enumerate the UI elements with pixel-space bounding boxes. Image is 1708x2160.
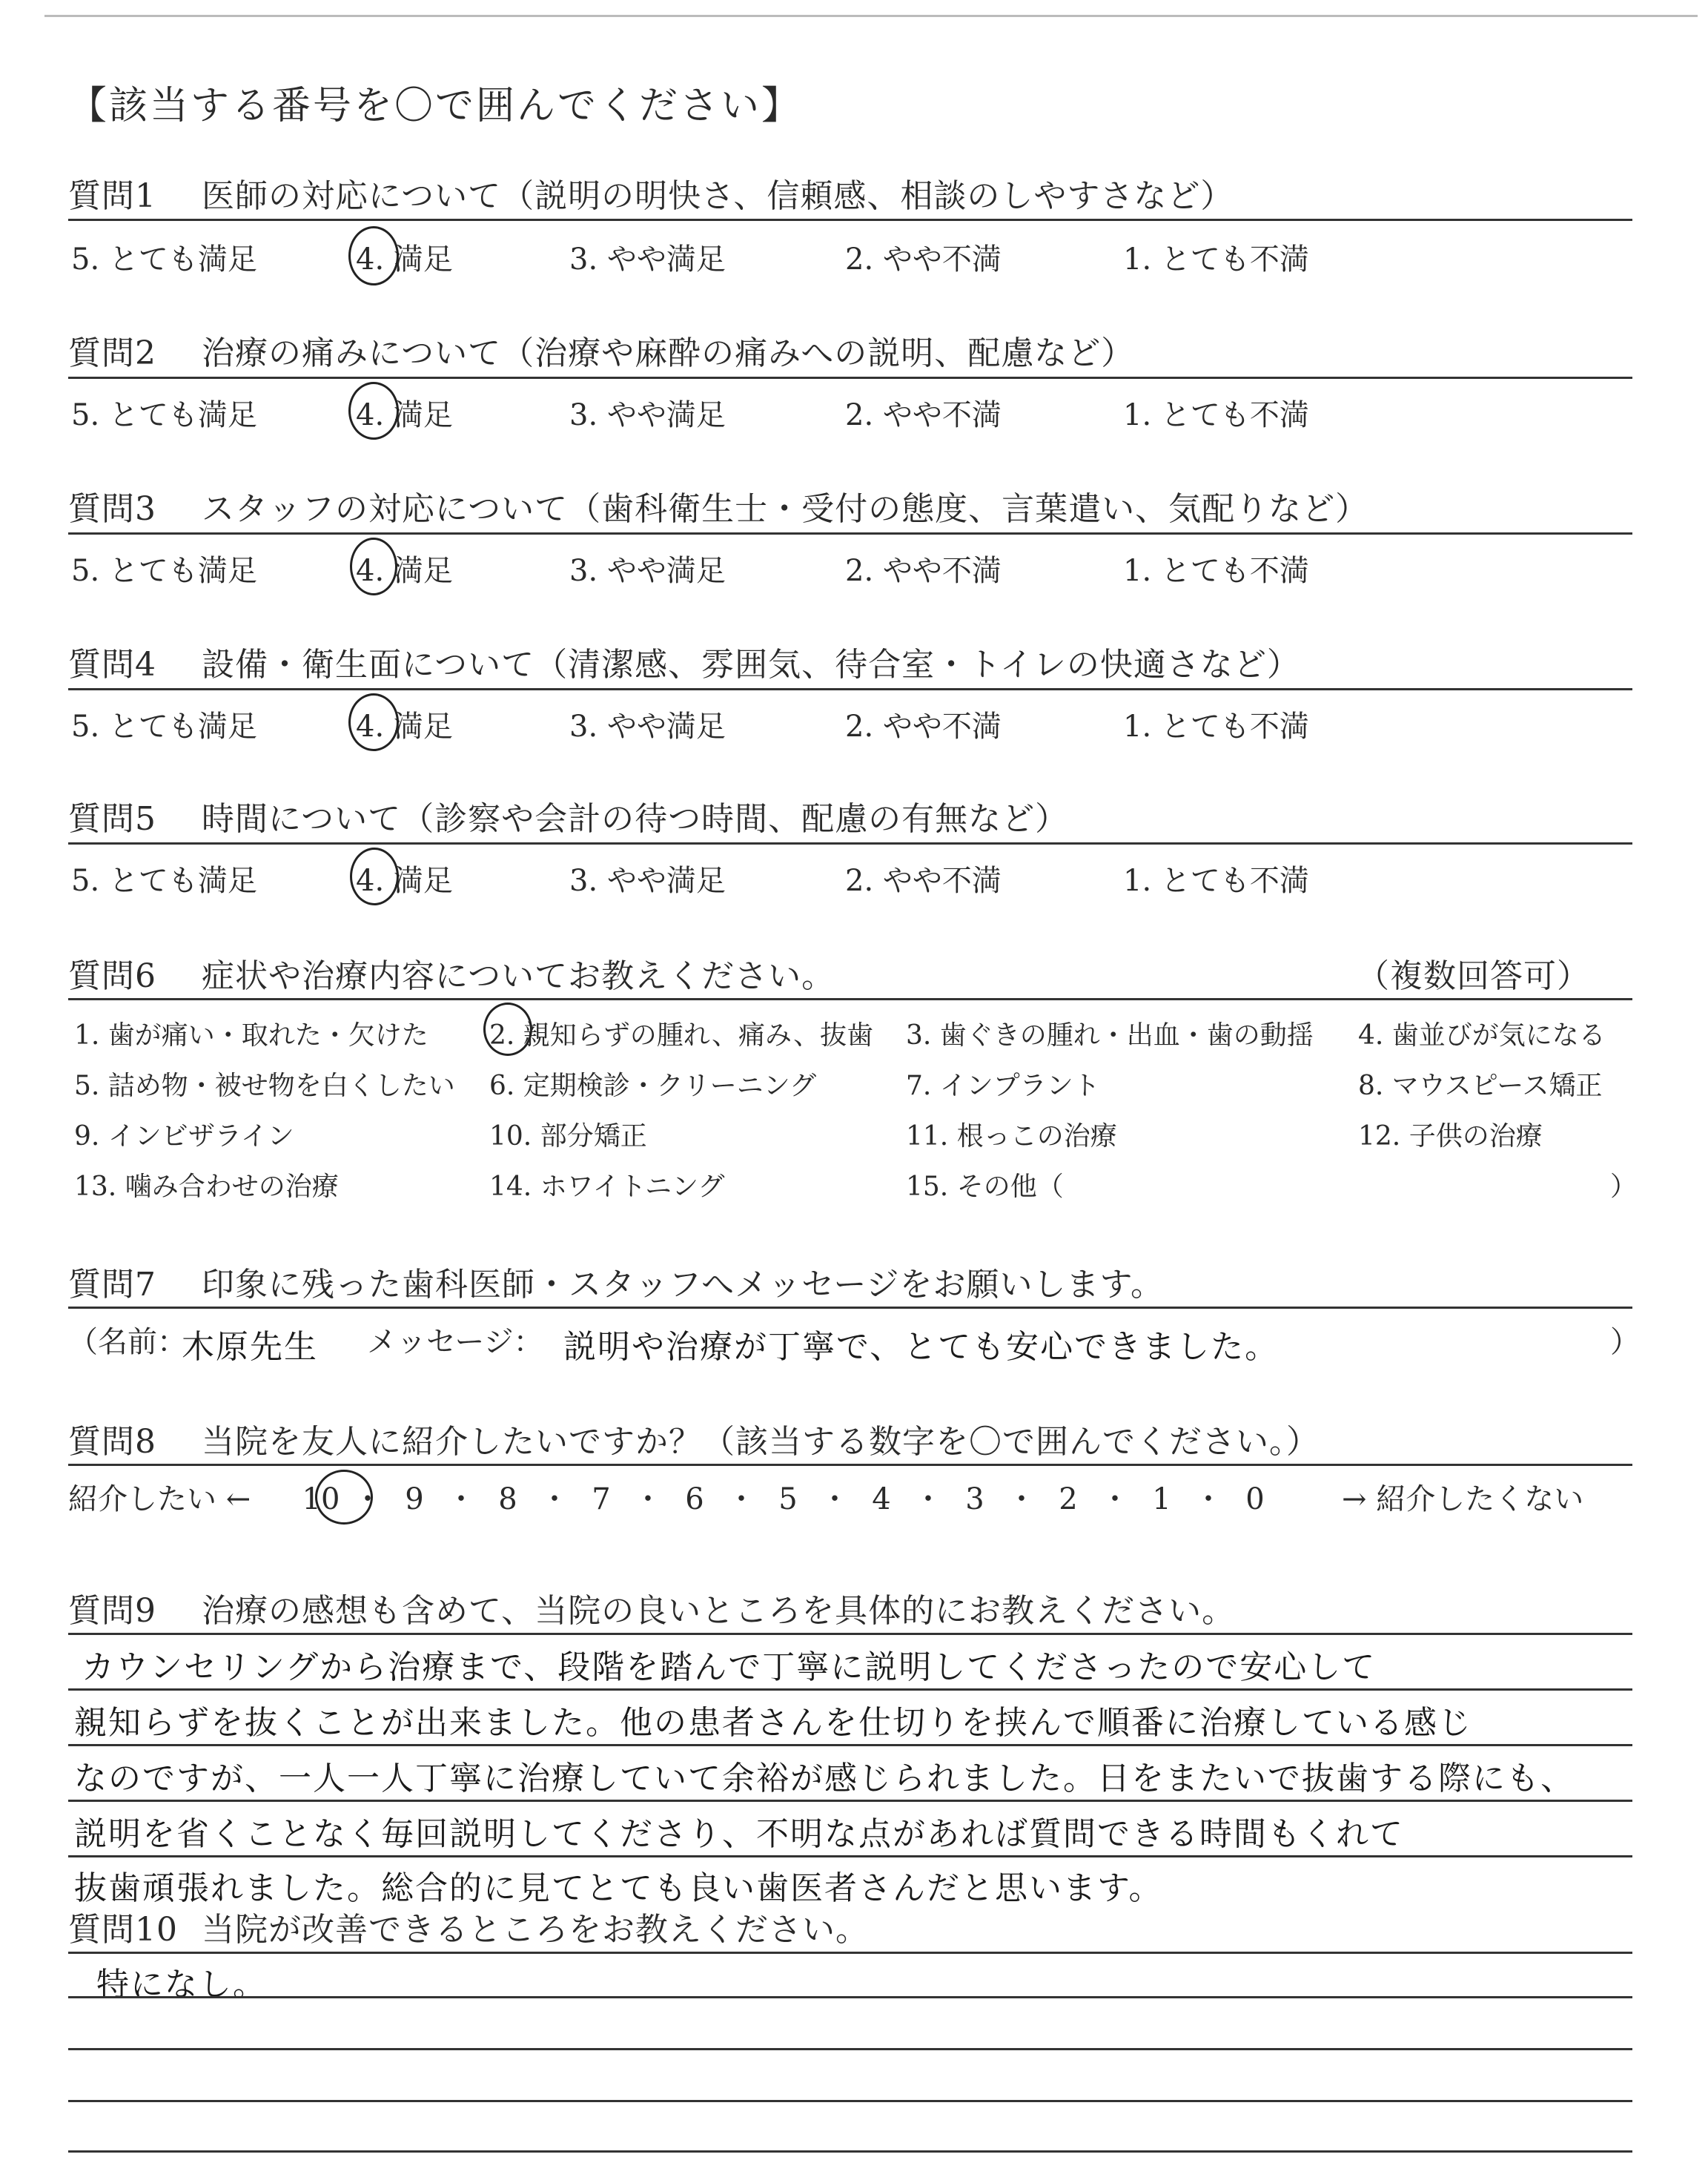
q8-score-7[interactable]: 7 [592, 1482, 611, 1516]
q6-option-9[interactable]: 9. インビザライン [74, 1121, 294, 1152]
q1-text: 医師の対応について（説明の明快さ、信頼感、相談のしやすさなど） [202, 177, 1234, 215]
q8-score-6[interactable]: 6 [685, 1482, 704, 1516]
q9-answer-line-1[interactable]: カウンセリングから治療まで、段階を踏んで丁寧に説明してくださったので安心して [82, 1648, 1377, 1686]
q8-score-1[interactable]: 1 [1152, 1482, 1171, 1516]
q8-score-2[interactable]: 2 [1059, 1482, 1078, 1516]
q8-dot: ・ [726, 1482, 756, 1516]
q6-option-6[interactable]: 6. 定期検診・クリーニング [489, 1071, 817, 1101]
q1-selection-circle [348, 226, 399, 285]
q6-option-15[interactable]: 15. その他（ [906, 1172, 1064, 1202]
q8-dot: ・ [820, 1482, 850, 1516]
q7-label: 質問7 [68, 1266, 156, 1304]
q5-option-2[interactable]: 2. やや不満 [845, 864, 1002, 898]
q1-label: 質問1 [68, 177, 156, 215]
q2-option-3[interactable]: 3. やや満足 [569, 398, 726, 432]
q2-label: 質問2 [68, 334, 156, 372]
q6-option-10[interactable]: 10. 部分矯正 [489, 1121, 647, 1152]
q5-selection-circle [350, 848, 399, 905]
q10-rule-1 [68, 1952, 1632, 1954]
q8-score-3[interactable]: 3 [965, 1482, 984, 1516]
q6-rule [68, 998, 1632, 1000]
q8-score-0[interactable]: 0 [1245, 1482, 1265, 1516]
q9-rule-1 [68, 1633, 1632, 1635]
q2-rule [68, 377, 1632, 379]
q4-option-1[interactable]: 1. とても不満 [1123, 710, 1309, 744]
q4-rule [68, 688, 1632, 690]
q5-label: 質問5 [68, 800, 156, 838]
q8-dot: ・ [1007, 1482, 1036, 1516]
q3-rule [68, 532, 1632, 535]
q6-option-7[interactable]: 7. インプラント [906, 1071, 1100, 1101]
q9-rule-5 [68, 1855, 1632, 1857]
q8-left-label: 紹介したい ← [68, 1482, 251, 1516]
q4-option-2[interactable]: 2. やや不満 [845, 710, 1002, 744]
q5-rule [68, 842, 1632, 845]
q4-selection-circle [348, 693, 399, 751]
q8-score-10[interactable]: 10 [302, 1482, 340, 1516]
q4-option-5[interactable]: 5. とても満足 [71, 710, 257, 744]
q7-message-label: メッセージ： [367, 1325, 543, 1359]
q8-right-label: → 紹介したくない [1342, 1482, 1584, 1516]
q6-selection-circle [483, 1003, 532, 1056]
q1-option-5[interactable]: 5. とても満足 [71, 242, 257, 277]
top-border [44, 15, 1698, 17]
q6-text: 症状や治療内容についてお教えください。 [202, 957, 835, 995]
q8-score-4[interactable]: 4 [872, 1482, 891, 1516]
q1-option-1[interactable]: 1. とても不満 [1123, 242, 1309, 277]
q9-rule-2 [68, 1688, 1632, 1691]
q10-rule-4 [68, 2100, 1632, 2102]
q9-answer-line-2[interactable]: 親知らずを抜くことが出来ました。他の患者さんを仕切りを挟んで順番に治療している感じ [74, 1704, 1472, 1742]
q8-dot: ・ [913, 1482, 943, 1516]
q8-dot: ・ [446, 1482, 476, 1516]
q9-answer-line-3[interactable]: なのですが、一人一人丁寧に治療していて余裕が感じられました。日をまたいで抜歯する際にも、 [74, 1760, 1575, 1797]
q6-option-1[interactable]: 1. 歯が痛い・取れた・欠けた [74, 1020, 428, 1051]
q6-option-8[interactable]: 8. マウスピース矯正 [1358, 1071, 1603, 1101]
q8-selection-circle [315, 1470, 373, 1525]
q3-text: スタッフの対応について（歯科衛生士・受付の態度、言葉遣い、気配りなど） [202, 490, 1369, 528]
q3-option-1[interactable]: 1. とても不満 [1123, 554, 1309, 588]
q8-score-8[interactable]: 8 [498, 1482, 517, 1516]
q2-option-1[interactable]: 1. とても不満 [1123, 398, 1309, 432]
q4-label: 質問4 [68, 646, 156, 684]
q7-rule [68, 1307, 1632, 1309]
q9-rule-4 [68, 1800, 1632, 1802]
q9-label: 質問9 [68, 1592, 156, 1630]
q4-option-4[interactable]: 4. 満足 [356, 710, 453, 744]
q1-option-4[interactable]: 4. 満足 [356, 242, 453, 277]
q7-name-label: （名前： [68, 1325, 187, 1359]
form-header: 【該当する番号を〇で囲んでください】 [68, 84, 803, 128]
q3-option-4[interactable]: 4. 満足 [356, 554, 453, 588]
q6-option-3[interactable]: 3. 歯ぐきの腫れ・出血・歯の動揺 [906, 1020, 1314, 1051]
q1-option-3[interactable]: 3. やや満足 [569, 242, 726, 277]
q10-text: 当院が改善できるところをお教えください。 [202, 1911, 869, 1949]
q9-answer-line-5[interactable]: 抜歯頑張れました。総合的に見てとても良い歯医者さんだと思います。 [74, 1869, 1163, 1907]
q4-text: 設備・衛生面について（清潔感、雰囲気、待合室・トイレの快適さなど） [202, 646, 1300, 684]
q8-label: 質問8 [68, 1423, 156, 1461]
q2-text: 治療の痛みについて（治療や麻酔の痛みへの説明、配慮など） [202, 334, 1135, 372]
q4-option-3[interactable]: 3. やや満足 [569, 710, 726, 744]
q6-option-2[interactable]: 2. 親知らずの腫れ、痛み、抜歯 [489, 1020, 874, 1051]
q3-option-3[interactable]: 3. やや満足 [569, 554, 726, 588]
q8-scale [295, 1476, 1281, 1518]
q8-dot: ・ [633, 1482, 663, 1516]
q6-note: （複数回答可） [1357, 957, 1590, 995]
q10-rule-3 [68, 2048, 1632, 2050]
q7-name-value[interactable]: 木原先生 [182, 1328, 318, 1366]
q3-option-5[interactable]: 5. とても満足 [71, 554, 257, 588]
q6-option-14[interactable]: 14. ホワイトニング [489, 1172, 725, 1202]
q10-rule-2 [68, 1996, 1632, 1998]
q3-option-2[interactable]: 2. やや不満 [845, 554, 1002, 588]
q2-option-5[interactable]: 5. とても満足 [71, 398, 257, 432]
q8-dot: ・ [540, 1482, 569, 1516]
q5-option-4[interactable]: 4. 満足 [356, 864, 453, 898]
q2-option-4[interactable]: 4. 満足 [356, 398, 453, 432]
q1-option-2[interactable]: 2. やや不満 [845, 242, 1002, 277]
q6-label: 質問6 [68, 957, 156, 995]
q9-text: 治療の感想も含めて、当院の良いところを具体的にお教えください。 [202, 1592, 1236, 1630]
q10-label: 質問10 [68, 1911, 178, 1949]
q6-option-12[interactable]: 12. 子供の治療 [1358, 1121, 1543, 1152]
q5-option-3[interactable]: 3. やや満足 [569, 864, 726, 898]
q7-text: 印象に残った歯科医師・スタッフへメッセージをお願いします。 [202, 1266, 1164, 1304]
q8-score-9[interactable]: 9 [405, 1482, 424, 1516]
q6-option-11[interactable]: 11. 根っこの治療 [906, 1121, 1117, 1152]
q8-rule [68, 1464, 1632, 1466]
q8-dot: ・ [353, 1482, 383, 1516]
q6-option-13[interactable]: 13. 噛み合わせの治療 [74, 1172, 339, 1202]
q8-dot: ・ [1194, 1482, 1223, 1516]
q6-option-4[interactable]: 4. 歯並びが気になる [1358, 1020, 1606, 1051]
q7-message-value[interactable]: 説明や治療が丁寧で、とても安心できました。 [563, 1328, 1280, 1366]
q7-close: ） [1610, 1325, 1640, 1359]
q3-label: 質問3 [68, 490, 156, 528]
q1-rule [68, 219, 1632, 221]
q9-answer-line-4[interactable]: 説明を省くことなく毎回説明してくださり、不明な点があれば質問できる時間もくれて [74, 1815, 1404, 1853]
q10-answer[interactable]: 特になし。 [96, 1966, 267, 2004]
q3-selection-circle [350, 538, 397, 595]
q6-other-close: ） [1610, 1172, 1638, 1202]
q10-rule-5 [68, 2150, 1632, 2153]
q8-text: 当院を友人に紹介したいですか？（該当する数字を〇で囲んでください。） [202, 1423, 1320, 1461]
q5-option-5[interactable]: 5. とても満足 [71, 864, 257, 898]
q8-score-5[interactable]: 5 [778, 1482, 798, 1516]
q5-option-1[interactable]: 1. とても不満 [1123, 864, 1309, 898]
q2-selection-circle [348, 382, 399, 440]
q5-text: 時間について（診察や会計の待つ時間、配慮の有無など） [202, 800, 1069, 838]
q9-rule-3 [68, 1744, 1632, 1746]
q2-option-2[interactable]: 2. やや不満 [845, 398, 1002, 432]
q8-dot: ・ [1100, 1482, 1130, 1516]
q6-option-5[interactable]: 5. 詰め物・被せ物を白くしたい [74, 1071, 455, 1101]
